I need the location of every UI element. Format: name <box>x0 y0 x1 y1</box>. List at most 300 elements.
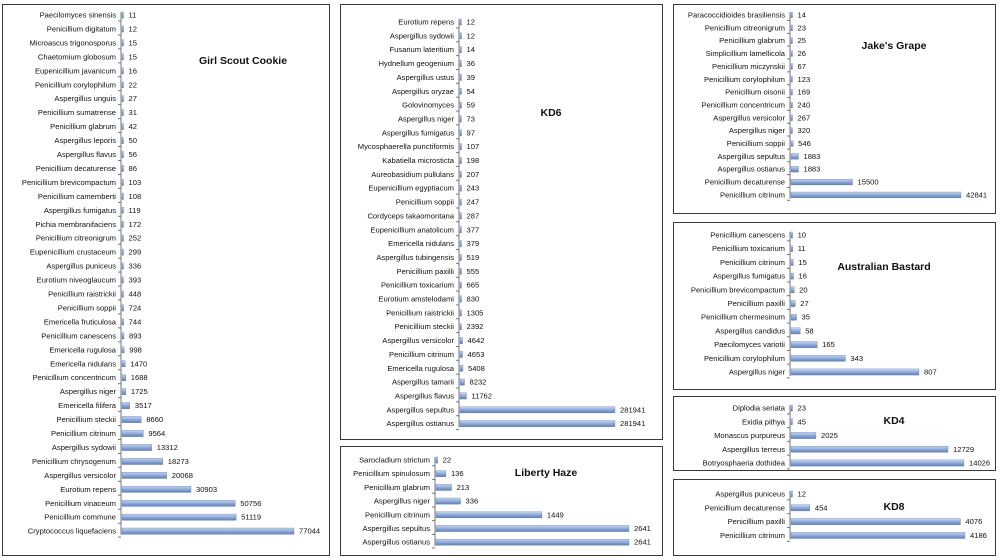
bar <box>460 47 462 53</box>
category-label: Aspergillus niger <box>728 367 785 377</box>
bar <box>122 402 130 408</box>
bar <box>791 38 793 44</box>
value-label: 58 <box>805 326 814 336</box>
value-label: 267 <box>797 113 811 123</box>
value-label: 454 <box>814 503 828 513</box>
bar <box>122 319 124 325</box>
category-label: Aspergillus fumigatus <box>43 205 116 215</box>
category-label: Penicillium citreonigrum <box>35 233 116 243</box>
value-label: 27 <box>128 94 137 104</box>
bar <box>791 342 817 348</box>
bar <box>460 393 466 399</box>
bar <box>791 102 793 108</box>
value-label: 50756 <box>240 498 262 508</box>
bar <box>436 457 438 463</box>
category-label: Aspergillus tamarii <box>391 377 454 387</box>
bar <box>122 68 124 74</box>
value-label: 2641 <box>634 524 651 533</box>
bar <box>122 151 124 157</box>
bar <box>122 389 126 395</box>
bar <box>460 157 462 163</box>
category-label: Emericella fruticulosa <box>43 317 116 327</box>
category-label: Penicillium canescens <box>710 230 785 240</box>
bar <box>460 240 462 246</box>
bar <box>436 512 542 518</box>
value-label: 18273 <box>167 456 189 466</box>
category-label: Emericella rugulosa <box>49 345 116 355</box>
panel-girl-scout-cookie <box>2 4 330 556</box>
bar <box>122 375 126 381</box>
value-label: 299 <box>128 247 142 257</box>
panel-kd8 <box>673 479 996 556</box>
category-label: Aspergillus niger <box>728 126 785 136</box>
value-label: 9564 <box>148 429 166 438</box>
category-label: Penicillium toxicarium <box>380 280 454 290</box>
bar <box>122 291 124 297</box>
bar <box>791 12 793 18</box>
category-label: Eupenicillium egyptiacum <box>368 183 454 193</box>
category-label: Penicillium miczynskii <box>712 61 785 71</box>
category-label: Diplodia seriata <box>732 403 785 413</box>
category-label: Penicillium glabrum <box>719 36 785 46</box>
bar <box>122 361 125 367</box>
category-label: Eupenicillium crustaceum <box>29 247 116 257</box>
value-label: 393 <box>128 275 142 285</box>
bar <box>122 416 141 422</box>
value-label: 22 <box>128 80 137 90</box>
category-label: Penicillium glabrum <box>50 122 116 132</box>
bar <box>791 232 793 238</box>
bar <box>122 430 143 436</box>
bar <box>122 110 124 116</box>
value-label: 2392 <box>466 322 484 332</box>
value-label: 281941 <box>620 405 646 415</box>
value-label: 86 <box>128 163 137 173</box>
value-label: 1688 <box>130 373 148 383</box>
category-label: Penicillium corylophilum <box>703 353 785 363</box>
value-label: 23 <box>797 403 806 413</box>
bar <box>791 532 965 538</box>
value-label: 15 <box>128 38 137 48</box>
value-label: 377 <box>466 225 480 235</box>
value-label: 2025 <box>820 431 838 440</box>
bar <box>791 287 794 293</box>
bar <box>791 355 845 361</box>
chart-title: KD8 <box>883 501 905 513</box>
value-label: 12 <box>797 489 806 499</box>
category-label: Aspergillus niger <box>397 114 454 124</box>
category-label: Eupenicillium javanicum <box>34 66 116 76</box>
bar <box>460 227 462 233</box>
bar <box>436 498 461 504</box>
bar <box>122 123 124 129</box>
value-label: 23 <box>797 23 806 33</box>
category-label: Exidia pithya <box>741 417 785 427</box>
value-label: 59 <box>466 100 475 110</box>
bar <box>122 82 124 88</box>
value-label: 665 <box>466 280 480 290</box>
category-label: Penicillium decaturense <box>704 177 785 187</box>
category-label: Pichia membranifaciens <box>35 219 116 229</box>
chart-title: Australian Bastard <box>837 261 931 273</box>
bar <box>791 369 919 375</box>
category-label: Emericella nidulans <box>50 359 116 369</box>
value-label: 119 <box>128 205 141 215</box>
category-label: Penicillium brevicompactum <box>21 177 116 187</box>
bar <box>122 54 124 60</box>
bar <box>791 432 816 438</box>
value-label: 73 <box>466 114 475 124</box>
value-label: 448 <box>128 289 142 299</box>
category-label: Penicillium canescens <box>41 331 116 341</box>
category-label: Penicillium citreonigrum <box>704 23 785 33</box>
value-label: 240 <box>797 100 811 110</box>
bar <box>122 486 191 492</box>
panel-australian-bastard <box>673 222 996 390</box>
bar <box>460 407 615 413</box>
category-label: Aspergillus puniceus <box>715 489 785 499</box>
value-label: 10 <box>797 230 807 240</box>
category-label: Penicillium decaturense <box>704 503 785 513</box>
category-label: Penicillium camemberti <box>37 191 116 201</box>
category-label: Paecilomyces sinensis <box>39 10 116 20</box>
category-label: Penicillium digitatum <box>46 24 116 34</box>
bar <box>791 179 853 185</box>
category-label: Aspergillus versicolor <box>382 336 454 346</box>
value-label: 54 <box>466 86 475 96</box>
category-label: Chaetomium globosum <box>37 52 116 62</box>
category-label: Cryptococcus liquefaciens <box>27 526 116 536</box>
category-label: Penicillium brevicompactum <box>690 285 785 295</box>
bar <box>791 76 793 82</box>
value-label: 50 <box>128 136 137 146</box>
value-label: 16 <box>128 66 137 76</box>
value-label: 169 <box>797 87 811 97</box>
category-label: Aspergillus fumigatus <box>381 128 454 138</box>
value-label: 1449 <box>546 510 564 520</box>
value-label: 893 <box>128 331 142 341</box>
category-label: Emericella rugulosa <box>387 363 454 373</box>
value-label: 39 <box>466 72 475 82</box>
category-label: Eurotium niveoglaucum <box>36 275 116 285</box>
bar <box>791 25 793 31</box>
category-label: Fusarium lateritium <box>389 45 454 55</box>
category-label: Penicillium raistrickii <box>386 308 454 318</box>
category-label: Microascus trigonosporus <box>29 38 116 48</box>
bar <box>791 153 798 159</box>
value-label: 4186 <box>970 530 987 540</box>
value-label: 343 <box>850 353 864 363</box>
bar <box>791 51 793 57</box>
category-label: Aspergillus sydowii <box>389 31 454 41</box>
bar <box>122 26 124 32</box>
bar <box>460 282 462 288</box>
panel-kd4 <box>673 396 996 471</box>
category-label: Aspergillus oryzae <box>391 86 454 96</box>
bar-chart <box>674 223 995 389</box>
category-label: Eurotium repens <box>60 484 116 494</box>
value-label: 247 <box>466 197 480 207</box>
chart-title: Girl Scout Cookie <box>198 55 288 67</box>
category-label: Aspergillus niger <box>373 496 430 506</box>
value-label: 36 <box>466 59 475 69</box>
category-label: Hydnellum geogenium <box>378 59 454 69</box>
value-label: 30903 <box>195 484 218 494</box>
bar <box>791 259 793 265</box>
value-label: 4076 <box>965 517 983 527</box>
category-label: Penicillium spinulosum <box>353 469 430 479</box>
category-label: Penicillium glabrum <box>364 482 430 492</box>
category-label: Penicillium paxilli <box>727 517 785 527</box>
value-label: 42841 <box>966 190 988 200</box>
category-label: Botryosphaeria dothidea <box>702 458 785 468</box>
category-label: Penicillium citrinum <box>720 257 785 267</box>
bar <box>791 460 964 466</box>
value-label: 287 <box>466 211 480 221</box>
category-label: Simplicillium lamellicola <box>705 49 785 59</box>
bar <box>436 539 629 545</box>
bar <box>791 314 797 320</box>
bar <box>791 115 793 121</box>
value-label: 11762 <box>471 391 493 401</box>
value-label: 519 <box>466 252 480 262</box>
value-label: 20068 <box>171 470 193 480</box>
category-label: Penicillium sumatrense <box>37 108 116 118</box>
value-label: 281941 <box>620 419 646 429</box>
bar-chart <box>674 5 995 213</box>
value-label: 108 <box>128 191 142 201</box>
bar <box>122 235 124 241</box>
bar <box>122 40 124 46</box>
value-label: 42 <box>128 122 137 132</box>
bar <box>122 137 124 143</box>
category-label: Penicillium corylophilum <box>703 74 785 84</box>
bar <box>460 88 462 94</box>
value-label: 4642 <box>467 336 485 346</box>
value-label: 744 <box>128 317 142 327</box>
category-label: Penicillium citrinum <box>51 429 116 438</box>
bar <box>122 193 124 199</box>
category-label: Eurotium repens <box>398 17 454 27</box>
value-label: 207 <box>466 169 480 179</box>
value-label: 3517 <box>134 401 152 411</box>
bar <box>460 116 462 122</box>
category-label: Penicillium paxilli <box>727 299 785 308</box>
value-label: 336 <box>465 496 479 506</box>
bar <box>460 144 462 150</box>
bar <box>791 89 793 95</box>
category-label: Aspergillus flavus <box>394 391 454 401</box>
category-label: Aspergillus ustus <box>396 72 454 82</box>
category-label: Paecilomyces variotii <box>714 340 785 350</box>
category-label: Penicillium citrinum <box>720 530 785 540</box>
category-label: Penicillium steckii <box>56 415 116 425</box>
value-label: 20 <box>799 285 808 295</box>
bar <box>460 379 465 385</box>
category-label: Penicillium commune <box>44 512 116 522</box>
value-label: 807 <box>924 367 937 377</box>
bar <box>791 505 810 511</box>
value-label: 14026 <box>969 458 991 468</box>
bar-chart <box>674 480 995 555</box>
bar <box>791 419 793 425</box>
value-label: 16 <box>798 271 807 281</box>
panel-jakes-grape <box>673 4 996 214</box>
bar <box>460 102 462 108</box>
bar <box>122 263 124 269</box>
bar <box>460 365 463 371</box>
bar-chart <box>341 447 662 555</box>
bar <box>122 514 236 520</box>
bar-chart <box>341 5 662 439</box>
category-label: Eurotium amstelodami <box>378 294 454 304</box>
category-label: Penicillium citrinum <box>365 510 430 520</box>
category-label: Aspergillus ostianus <box>386 419 454 429</box>
category-label: Penicillium oisonii <box>725 87 785 97</box>
value-label: 1883 <box>803 164 821 174</box>
value-label: 22 <box>442 455 452 465</box>
chart-title: KD6 <box>540 107 562 119</box>
bar <box>791 192 961 198</box>
category-label: Penicillium corylophilum <box>34 80 116 90</box>
category-label: Aspergillus leporis <box>54 136 116 146</box>
bar <box>122 458 163 464</box>
bar <box>460 171 462 177</box>
bar <box>122 249 124 255</box>
value-label: 15500 <box>857 177 879 187</box>
category-label: Penicillium chrysogenum <box>32 456 116 466</box>
category-label: Aureobasidium pullulans <box>371 169 454 179</box>
value-label: 555 <box>466 266 480 276</box>
bar <box>460 421 615 427</box>
category-label: Penicillium steckii <box>394 322 454 332</box>
bar <box>791 446 948 452</box>
value-label: 1305 <box>466 308 484 318</box>
value-label: 213 <box>456 482 470 492</box>
category-label: Aspergillus ostianus <box>717 164 785 174</box>
bar <box>791 405 793 411</box>
value-label: 26 <box>797 49 806 59</box>
bar <box>122 179 124 185</box>
value-label: 123 <box>797 74 811 84</box>
value-label: 1725 <box>130 387 148 397</box>
value-label: 546 <box>798 139 811 148</box>
category-label: Aspergillus fumigatus <box>712 271 785 281</box>
category-label: Aspergillus sepultus <box>362 524 430 533</box>
bar <box>791 273 794 279</box>
bar <box>460 130 462 136</box>
bar <box>791 328 800 334</box>
panel-kd6 <box>340 4 663 440</box>
bar <box>791 518 960 524</box>
value-label: 12 <box>466 17 475 27</box>
category-label: Aspergillus sepultus <box>386 405 454 415</box>
bar <box>460 324 462 330</box>
value-label: 5408 <box>467 363 485 373</box>
bar <box>122 165 124 171</box>
bar <box>460 60 462 66</box>
value-label: 12 <box>466 31 475 41</box>
bar <box>460 185 462 191</box>
bar <box>460 74 462 80</box>
value-label: 2641 <box>634 537 651 547</box>
value-label: 103 <box>128 177 142 187</box>
value-label: 13312 <box>156 442 178 452</box>
chart-title: KD4 <box>883 415 905 427</box>
value-label: 165 <box>822 340 835 350</box>
value-label: 136 <box>450 469 464 479</box>
category-label: Penicillium citrinum <box>389 349 454 359</box>
bar <box>791 300 795 306</box>
category-label: Aspergillus terreus <box>722 444 785 454</box>
bar-chart <box>3 5 329 555</box>
value-label: 107 <box>466 142 480 152</box>
bar <box>460 254 462 260</box>
bar <box>122 277 124 283</box>
category-label: Golovinomyces <box>402 100 454 110</box>
category-label: Aspergillus puniceus <box>46 261 116 271</box>
value-label: 1470 <box>130 359 148 369</box>
bar <box>791 246 793 252</box>
category-label: Aspergillus unguis <box>54 94 116 104</box>
bar <box>460 337 463 343</box>
bar <box>460 213 462 219</box>
bar <box>791 166 798 172</box>
bar <box>436 525 629 531</box>
category-label: Aspergillus sydowii <box>51 442 116 452</box>
category-label: Aspergillus candidus <box>715 326 785 336</box>
value-label: 51119 <box>241 512 262 522</box>
value-label: 67 <box>797 61 806 71</box>
value-label: 724 <box>128 303 142 313</box>
bar <box>460 33 462 39</box>
value-label: 8660 <box>146 415 164 425</box>
bar <box>122 528 294 534</box>
category-label: Aspergillus niger <box>59 387 116 397</box>
category-label: Penicillium raistrickii <box>48 289 116 299</box>
category-label: Penicillium toxicarium <box>711 244 785 254</box>
bar <box>460 19 462 25</box>
category-label: Mycosphaerella punctiformis <box>357 142 454 152</box>
value-label: 1883 <box>803 151 821 161</box>
value-label: 198 <box>466 156 480 165</box>
value-label: 31 <box>128 108 137 118</box>
panel-liberty-haze <box>340 446 663 556</box>
category-label: Emericella filifera <box>58 401 116 411</box>
chart-title: Liberty Haze <box>514 467 578 479</box>
category-label: Penicillium citrinum <box>720 190 785 200</box>
bar <box>460 199 462 205</box>
category-label: Aspergillus ostianus <box>362 537 430 547</box>
value-label: 998 <box>129 345 142 355</box>
category-label: Aspergillus versicolor <box>713 113 785 123</box>
bar <box>436 484 452 490</box>
value-label: 15 <box>128 52 137 62</box>
value-label: 56 <box>128 150 137 159</box>
bar <box>460 268 462 274</box>
value-label: 27 <box>800 299 809 308</box>
value-label: 35 <box>801 312 811 322</box>
category-label: Aspergillus tubingensis <box>376 252 454 262</box>
value-label: 14 <box>466 45 475 55</box>
bar <box>122 500 235 506</box>
value-label: 77044 <box>299 526 321 536</box>
bar <box>122 305 124 311</box>
value-label: 15 <box>798 257 807 267</box>
bar <box>460 351 463 357</box>
bar <box>791 491 793 497</box>
category-label: Emericella nidulans <box>388 239 454 249</box>
